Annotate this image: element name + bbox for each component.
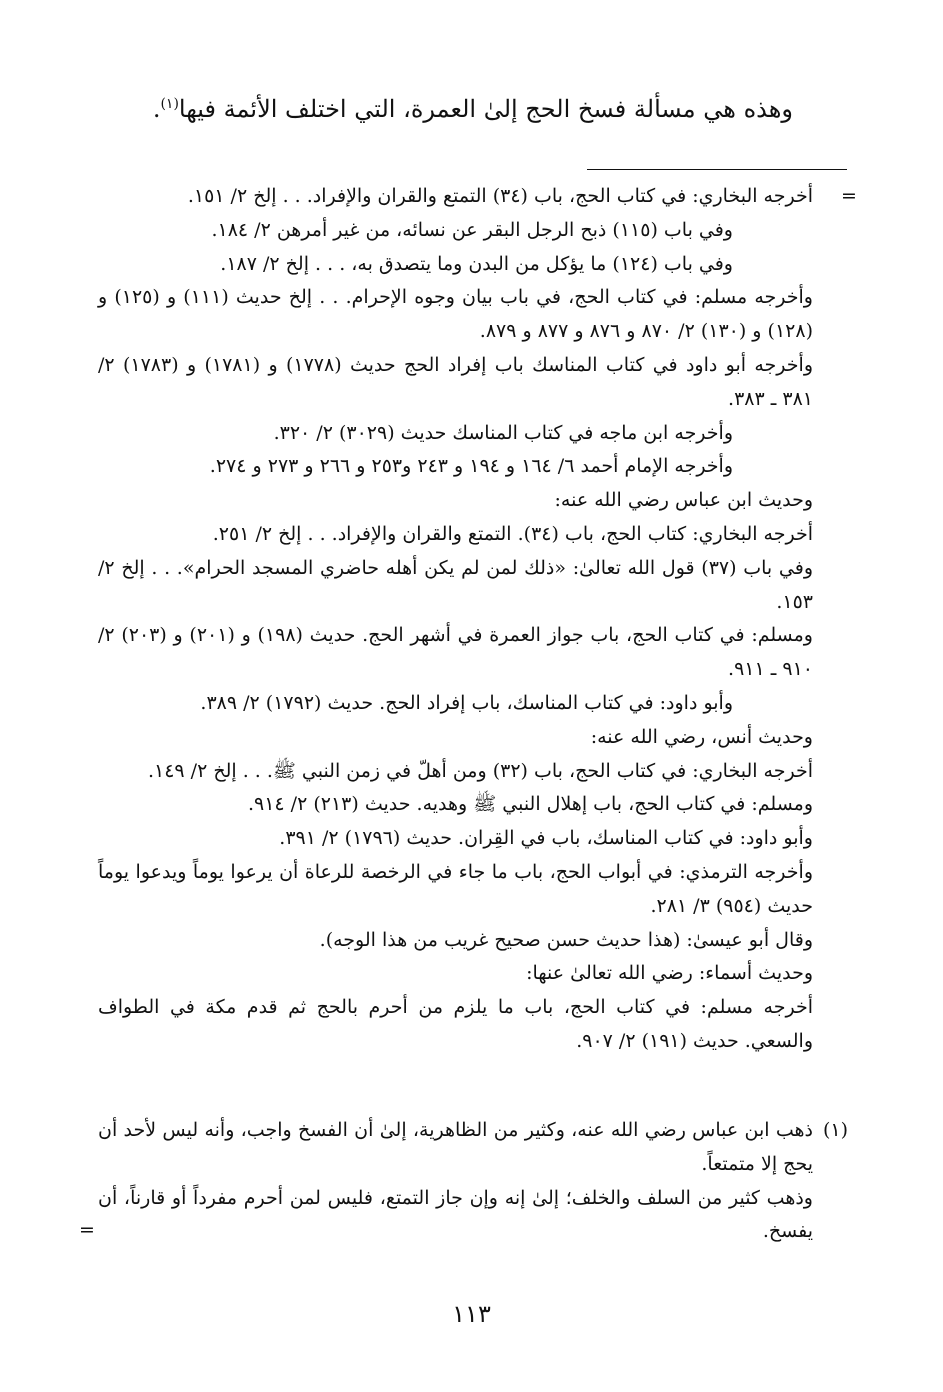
note-line: وأخرجه ابن ماجه في كتاب المناسك حديث (٣٠٢٩) ٢/ ٣٢٠. <box>273 421 733 444</box>
footnote-paragraph: وذهب كثير من السلف والخلف؛ إلىٰ إنه وإن جاز التمتع، فليس لمن أحرم مفرداً أو قارناً، أن يفسخ. <box>98 1186 813 1243</box>
footnote-separator <box>587 169 847 170</box>
note-line: أخرجه البخاري: في كتاب الحج، باب (٣٤) التمتع والقران والإفراد. . . إلخ ٢/ ١٥١. <box>187 185 813 207</box>
main-text-line <box>93 82 793 131</box>
note-line: ومسلم: في كتاب الحج، باب جواز العمرة في أشهر الحج. حديث (١٩٨) و (٢٠١) و (٢٠٣) ٢/ ٩١٠ ـ ٩١١. <box>98 624 813 681</box>
footnote-1 <box>98 1114 813 1249</box>
note-line: وأبو داود: في كتاب المناسك، باب في القِران. حديث (١٧٩٦) ٢/ ٣٩١. <box>279 827 813 850</box>
note-line: وأخرجه أبو داود في كتاب المناسك باب إفراد الحج حديث (١٧٧٨) و (١٧٨١) و (١٧٨٣) ٢/ ٣٨١ ـ ٣٨٣. <box>98 353 813 410</box>
footnote-reference: (١) <box>160 96 179 112</box>
note-line: وقال أبو عيسىٰ: (هذا حديث حسن صحيح غريب من هذا الوجه). <box>319 928 813 951</box>
page-number: ١١٣ <box>452 1300 491 1328</box>
note-line: وفي باب (٣٧) قول الله تعالىٰ: «ذلك لمن لم يكن أهله حاضري المسجد الحرام». . . إلخ ٢/ ١٥٣. <box>98 556 813 613</box>
continuation-mark-bottom: = <box>79 1219 95 1241</box>
note-line: وفي باب (١٢٤) ما يؤكل من البدن وما يتصدق به، . . . إلخ ٢/ ١٨٧. <box>220 252 733 275</box>
note-line: وأخرجه الإمام أحمد ٦/ ١٦٤ و ١٩٤ و ٢٤٣ و٢٥٣ و ٢٦٦ و ٢٧٣ و ٢٧٤. <box>209 455 733 478</box>
note-line: ومسلم: في كتاب الحج، باب إهلال النبي ﷺ وهديه. حديث (٢١٣) ٢/ ٩١٤. <box>247 793 813 816</box>
note-line: وحديث أنس، رضي الله عنه: <box>590 725 813 748</box>
continuation-mark-top: = <box>841 185 857 207</box>
footnote-number: (١) <box>822 1119 848 1141</box>
note-line: وحديث أسماء: رضي الله تعالىٰ عنها: <box>526 962 813 985</box>
note-line: وأبو داود: في كتاب المناسك، باب إفراد الحج. حديث (١٧٩٢) ٢/ ٣٨٩. <box>200 691 733 714</box>
note-line: وحديث ابن عباس رضي الله عنه: <box>554 489 813 512</box>
note-line: أخرجه مسلم: في كتاب الحج، باب ما يلزم من أحرم بالحج ثم قدم مكة في الطواف والسعي. حديث (١٩١) ٢/ ٩٠٧. <box>98 996 813 1052</box>
main-text-end: . <box>152 95 161 123</box>
main-text: وهذه هي مسألة فسخ الحج إلىٰ العمرة، التي اختلف الأئمة فيها <box>178 95 793 123</box>
note-line: وأخرجه مسلم: في كتاب الحج، في باب بيان وجوه الإحرام. . . إلخ حديث (١١١) و (١٢٥) و (١٢٨) و (١٣٠) ٢/ ٨٧٠ و ٨٧٦ و ٨٧٧ و ٨٧٩. <box>98 286 813 343</box>
note-line: وفي باب (١١٥) ذبح الرجل البقر عن نسائه، من غير أمرهن ٢/ ١٨٤. <box>211 218 733 241</box>
footnote-paragraph: ذهب ابن عباس رضي الله عنه، وكثير من الظاهرية، إلىٰ أن الفسخ واجب، وأنه ليس لأحد أن يحج إلا متمتعاً. <box>98 1119 813 1175</box>
footnote-continuation <box>98 180 813 1059</box>
note-line: أخرجه البخاري: في كتاب الحج، باب (٣٢) ومن أهلّ في زمن النبي ﷺ. . . إلخ ٢/ ١٤٩. <box>147 759 813 782</box>
note-line: أخرجه البخاري: كتاب الحج، باب (٣٤). التمتع والقران والإفراد. . . إلخ ٢/ ٢٥١. <box>212 522 813 545</box>
note-line: وأخرجه الترمذي: في أبواب الحج، باب ما جاء في الرخصة للرعاة أن يرعوا يوماً ويدعوا يوماً حديث (٩٥٤) ٣/ ٢٨١. <box>98 860 813 917</box>
